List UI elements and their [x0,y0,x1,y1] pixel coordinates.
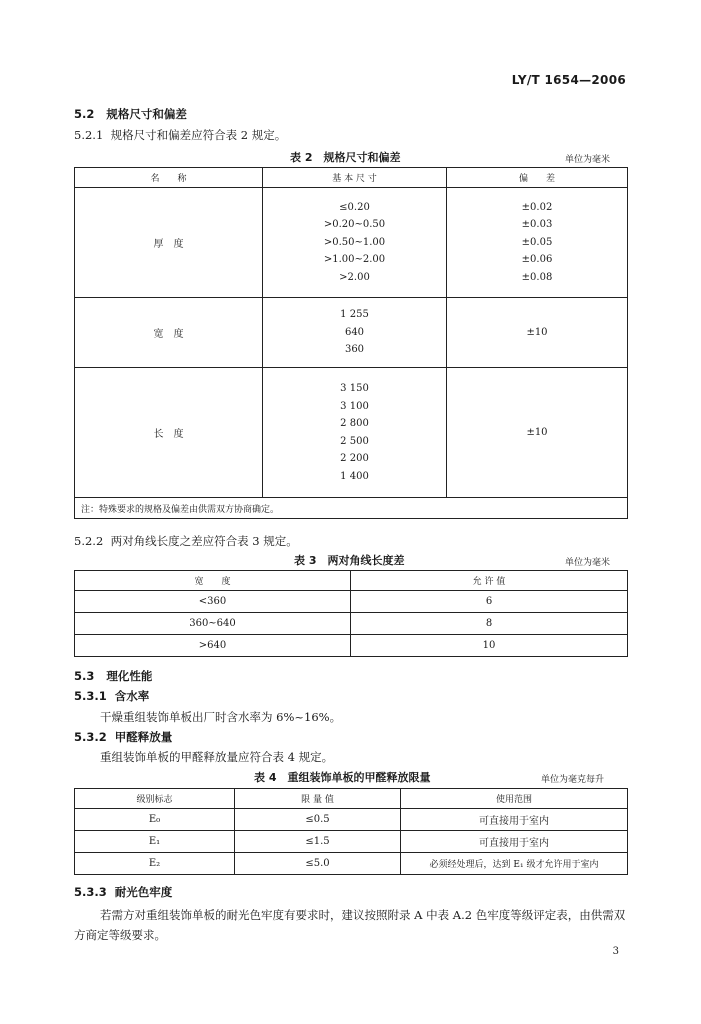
deviation-value: ±0.06 [521,254,553,266]
table-header-row [75,571,628,591]
grade-cell: E₂ [75,853,235,875]
size-cell [263,298,447,368]
section-5-3-1-text: 干燥重组装饰单板出厂时含水率为 6%~16%。 [100,710,342,724]
section-5-3-2-heading [74,729,172,745]
size-value: ≤0.20 [339,201,370,213]
size-value: >0.50~1.00 [323,236,386,248]
section-title: 含水率 [114,689,150,703]
table-header-row [75,168,628,188]
usage-cell: 可直接用于室内 [401,831,628,853]
deviation-value: ±0.05 [521,236,553,248]
limit-cell: ≤0.5 [235,809,401,831]
section-number: 5.3 [74,669,95,683]
column-header: 基 本 尺 寸 [263,168,447,188]
size-value: >2.00 [339,271,370,283]
row-name: 厚 度 [75,188,263,298]
section-5-3-3-heading [74,884,172,900]
section-5-3-2-text: 重组装饰单板的甲醛释放量应符合表 4 规定。 [100,750,334,764]
deviation-value: ±0.03 [521,219,553,231]
usage-cell: 可直接用于室内 [401,809,628,831]
table2-unit: 单位为毫米 [565,155,611,165]
deviation-value: ±0.08 [521,271,553,283]
value-cell: 8 [351,613,628,635]
section-number: 5.2.2 [74,534,104,548]
grade-cell: E₁ [75,831,235,853]
row-name: 长 度 [75,368,263,498]
section-number: 5.3.1 [74,689,107,703]
section-number: 5.3.3 [74,885,107,899]
table-row [75,591,628,613]
section-5-3-1-heading [74,688,149,704]
size-value: 360 [344,344,365,356]
table-row [75,809,628,831]
section-number: 5.3.2 [74,730,107,744]
column-header: 偏 差 [447,168,628,188]
limit-cell: ≤1.5 [235,831,401,853]
table-row [75,613,628,635]
section-5-2-2 [74,533,298,549]
size-value: 2 200 [340,453,369,464]
size-value: 1 255 [340,309,369,321]
width-cell: <360 [75,591,351,613]
table-row [75,188,628,298]
value-cell: 6 [351,591,628,613]
value-cell: 10 [351,635,628,657]
table-row [75,635,628,657]
section-title: 规格尺寸和偏差 [106,107,187,121]
size-value: 2 500 [340,435,369,447]
size-value: >0.20~0.50 [323,219,386,231]
column-header: 宽 度 [75,571,351,591]
width-cell: >640 [75,635,351,657]
section-5-3-heading [74,668,152,684]
size-value: 2 800 [340,418,369,429]
column-header: 限 量 值 [235,789,401,809]
table-header-row [75,789,628,809]
section-title: 理化性能 [106,669,153,683]
size-value: 3 100 [340,400,369,412]
section-text: 规格尺寸和偏差应符合表 2 规定。 [110,128,287,142]
column-header: 级别标志 [75,789,235,809]
deviation-cell: ±10 [447,368,628,498]
table2 [74,167,628,519]
size-value: 3 150 [340,383,369,394]
section-5-3-3-text: 若需方对重组装饰单板的耐光色牢度有要求时，建议按照附录 A 中表 A.2 色牢度等级评定表，由供需双方商定等级要求。 [74,908,626,942]
table3-caption: 表 3 两对角线长度差 [294,554,405,567]
limit-cell: ≤5.0 [235,853,401,875]
table-row [75,853,628,875]
section-title: 甲醛释放量 [114,730,173,744]
section-5-2-heading [74,106,187,122]
deviation-value: ±0.02 [521,201,553,213]
table4-unit: 单位为毫克每升 [541,775,605,785]
grade-cell: E₀ [75,809,235,831]
table3-unit: 单位为毫米 [565,558,611,568]
size-cell [263,368,447,498]
size-cell [263,188,447,298]
size-value: 640 [344,326,365,338]
table-note: 注：特殊要求的规格及偏差由供需双方协商确定。 [75,498,628,519]
column-header: 使用范围 [401,789,628,809]
row-name: 宽 度 [75,298,263,368]
section-5-2-1 [74,127,286,143]
size-value: 1 400 [340,470,369,482]
column-header: 允 许 值 [351,571,628,591]
section-number: 5.2.1 [74,128,104,142]
deviation-cell [447,188,628,298]
usage-cell: 必须经处理后，达到 E₁ 级才允许用于室内 [401,853,628,875]
table3 [74,570,628,657]
size-value: >1.00~2.00 [323,254,386,266]
standard-number: LY/T 1654—2006 [511,73,626,87]
page-number: 3 [612,946,619,957]
table2-caption: 表 2 规格尺寸和偏差 [290,151,401,164]
table-row [75,368,628,498]
deviation-cell: ±10 [447,298,628,368]
width-cell: 360~640 [75,613,351,635]
section-title: 耐光色牢度 [114,885,173,899]
table-row [75,298,628,368]
table-note-row [75,498,628,519]
table4 [74,788,628,875]
table4-caption: 表 4 重组装饰单板的甲醛释放限量 [254,771,431,784]
section-text: 两对角线长度之差应符合表 3 规定。 [110,534,298,548]
table-row [75,831,628,853]
column-header: 名 称 [75,168,263,188]
section-number: 5.2 [74,107,95,121]
